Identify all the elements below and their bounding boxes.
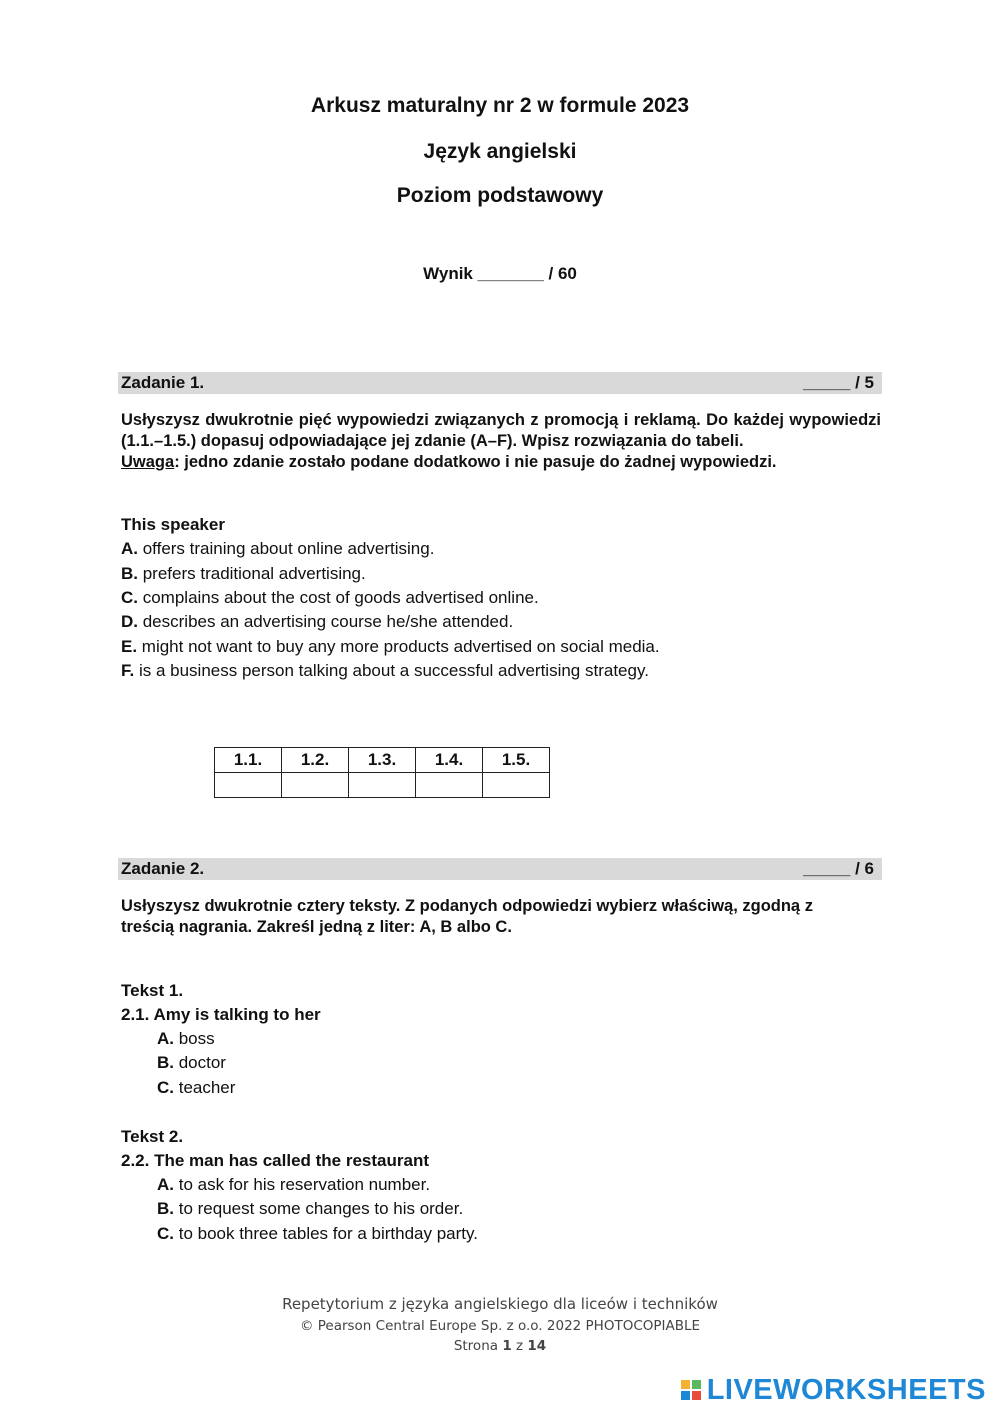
task1-instruction-text: Usłyszysz dwukrotnie pięć wypowiedzi związanych z promocją i reklamą. Do każdej wypowiedzi (1.1.–1.5.) dopasuj odpowiadające jej zdanie (A–F). Wpisz rozwiązania do tabeli.: [121, 411, 881, 450]
answer-table: [214, 747, 550, 798]
score-line: Wynik _______ / 60: [423, 264, 577, 283]
answer-header-cell: 1.2.: [282, 748, 349, 773]
choice-option[interactable]: [157, 1029, 215, 1049]
option-text: complains about the cost of goods advertised online.: [138, 588, 539, 607]
choice-text: to book three tables for a birthday party.: [174, 1224, 478, 1243]
choice-letter: B.: [157, 1053, 174, 1072]
choice-text: to request some changes to his order.: [174, 1199, 464, 1218]
page-mid: z: [511, 1338, 528, 1354]
page-total: 14: [527, 1338, 547, 1354]
answer-header-cell: 1.4.: [416, 748, 483, 773]
level-title: Poziom podstawowy: [396, 184, 604, 207]
choice-letter: A.: [157, 1029, 174, 1048]
option-text: describes an advertising course he/she attended.: [138, 612, 514, 631]
answer-header-cell: 1.3.: [349, 748, 416, 773]
option-letter: D.: [121, 612, 138, 631]
choice-letter: A.: [157, 1175, 174, 1194]
option-letter: E.: [121, 637, 138, 656]
choice-option[interactable]: [157, 1175, 430, 1195]
choice-letter: C.: [157, 1224, 174, 1243]
option-letter: C.: [121, 588, 138, 607]
answer-cell-1-4[interactable]: [416, 773, 483, 798]
question-2-1: 2.1. Amy is talking to her: [121, 1005, 321, 1024]
option-letter: A.: [121, 539, 138, 558]
task1-option: [121, 564, 366, 584]
note-text: : jedno zdanie zostało podane dodatkowo i nie pasuje do żadnej wypowiedzi.: [174, 453, 777, 471]
answer-header-cell: 1.5.: [483, 748, 550, 773]
task1-points: _____ / 5: [803, 373, 874, 392]
choice-text: to ask for his reservation number.: [174, 1175, 431, 1194]
logo-wordmark: LIVEWORKSHEETS: [706, 1373, 986, 1406]
option-text: offers training about online advertising.: [138, 539, 435, 558]
choice-option[interactable]: [157, 1078, 235, 1098]
option-letter: B.: [121, 564, 138, 583]
task1-option: [121, 661, 649, 681]
task1-instruction: [121, 410, 881, 473]
choice-option[interactable]: [157, 1053, 226, 1073]
answer-table-header-row: [215, 748, 550, 773]
choice-option[interactable]: [157, 1199, 463, 1219]
logo-mark-icon: [681, 1380, 701, 1400]
page-prefix: Strona: [453, 1338, 503, 1354]
option-text: is a business person talking about a successful advertising strategy.: [134, 661, 649, 680]
page-current: 1: [502, 1338, 512, 1354]
task2-label: Zadanie 2.: [121, 859, 205, 878]
answer-cell-1-2[interactable]: [282, 773, 349, 798]
question-2-2: 2.2. The man has called the restaurant: [121, 1151, 430, 1170]
task1-lead: This speaker: [121, 515, 225, 534]
liveworksheets-logo[interactable]: [681, 1374, 986, 1406]
choice-option[interactable]: [157, 1224, 478, 1244]
answer-header-cell: 1.1.: [215, 748, 282, 773]
subject-title: Język angielski: [423, 140, 577, 163]
option-text: prefers traditional advertising.: [138, 564, 366, 583]
footer-page-number: [0, 1338, 1000, 1354]
task2-points: _____ / 6: [803, 859, 874, 878]
choice-text: boss: [174, 1029, 215, 1048]
sheet-title: Arkusz maturalny nr 2 w formule 2023: [310, 94, 690, 117]
choice-letter: B.: [157, 1199, 174, 1218]
answer-cell-1-5[interactable]: [483, 773, 550, 798]
task1-option: [121, 588, 539, 608]
text2-title: Tekst 2.: [121, 1127, 184, 1146]
footer-copyright: © Pearson Central Europe Sp. z o.o. 2022 PHOTOCOPIABLE: [299, 1318, 701, 1334]
task1-label: Zadanie 1.: [121, 373, 205, 392]
text1-title: Tekst 1.: [121, 981, 184, 1000]
footer-book-title: Repetytorium z języka angielskiego dla liceów i techników: [282, 1295, 718, 1313]
task2-instruction: [121, 896, 841, 938]
choice-text: teacher: [174, 1078, 236, 1097]
choice-letter: C.: [157, 1078, 174, 1097]
answer-cell-1-3[interactable]: [349, 773, 416, 798]
task1-header-bar: [118, 372, 882, 394]
task2-instruction-text: Usłyszysz dwukrotnie cztery teksty. Z podanych odpowiedzi wybierz właściwą, zgodną z treścią nagrania. Zakreśl jedną z liter: A, B albo C.: [121, 897, 813, 936]
note-label: Uwaga: [121, 453, 175, 471]
task1-option: [121, 612, 513, 632]
answer-cell-1-1[interactable]: [215, 773, 282, 798]
task1-option: [121, 539, 434, 559]
choice-text: doctor: [174, 1053, 226, 1072]
option-text: might not want to buy any more products advertised on social media.: [137, 637, 660, 656]
task2-header-bar: [118, 858, 882, 880]
option-letter: F.: [121, 661, 135, 680]
answer-table-input-row: [215, 773, 550, 798]
task1-option: [121, 637, 660, 657]
task1-note: [121, 452, 881, 473]
